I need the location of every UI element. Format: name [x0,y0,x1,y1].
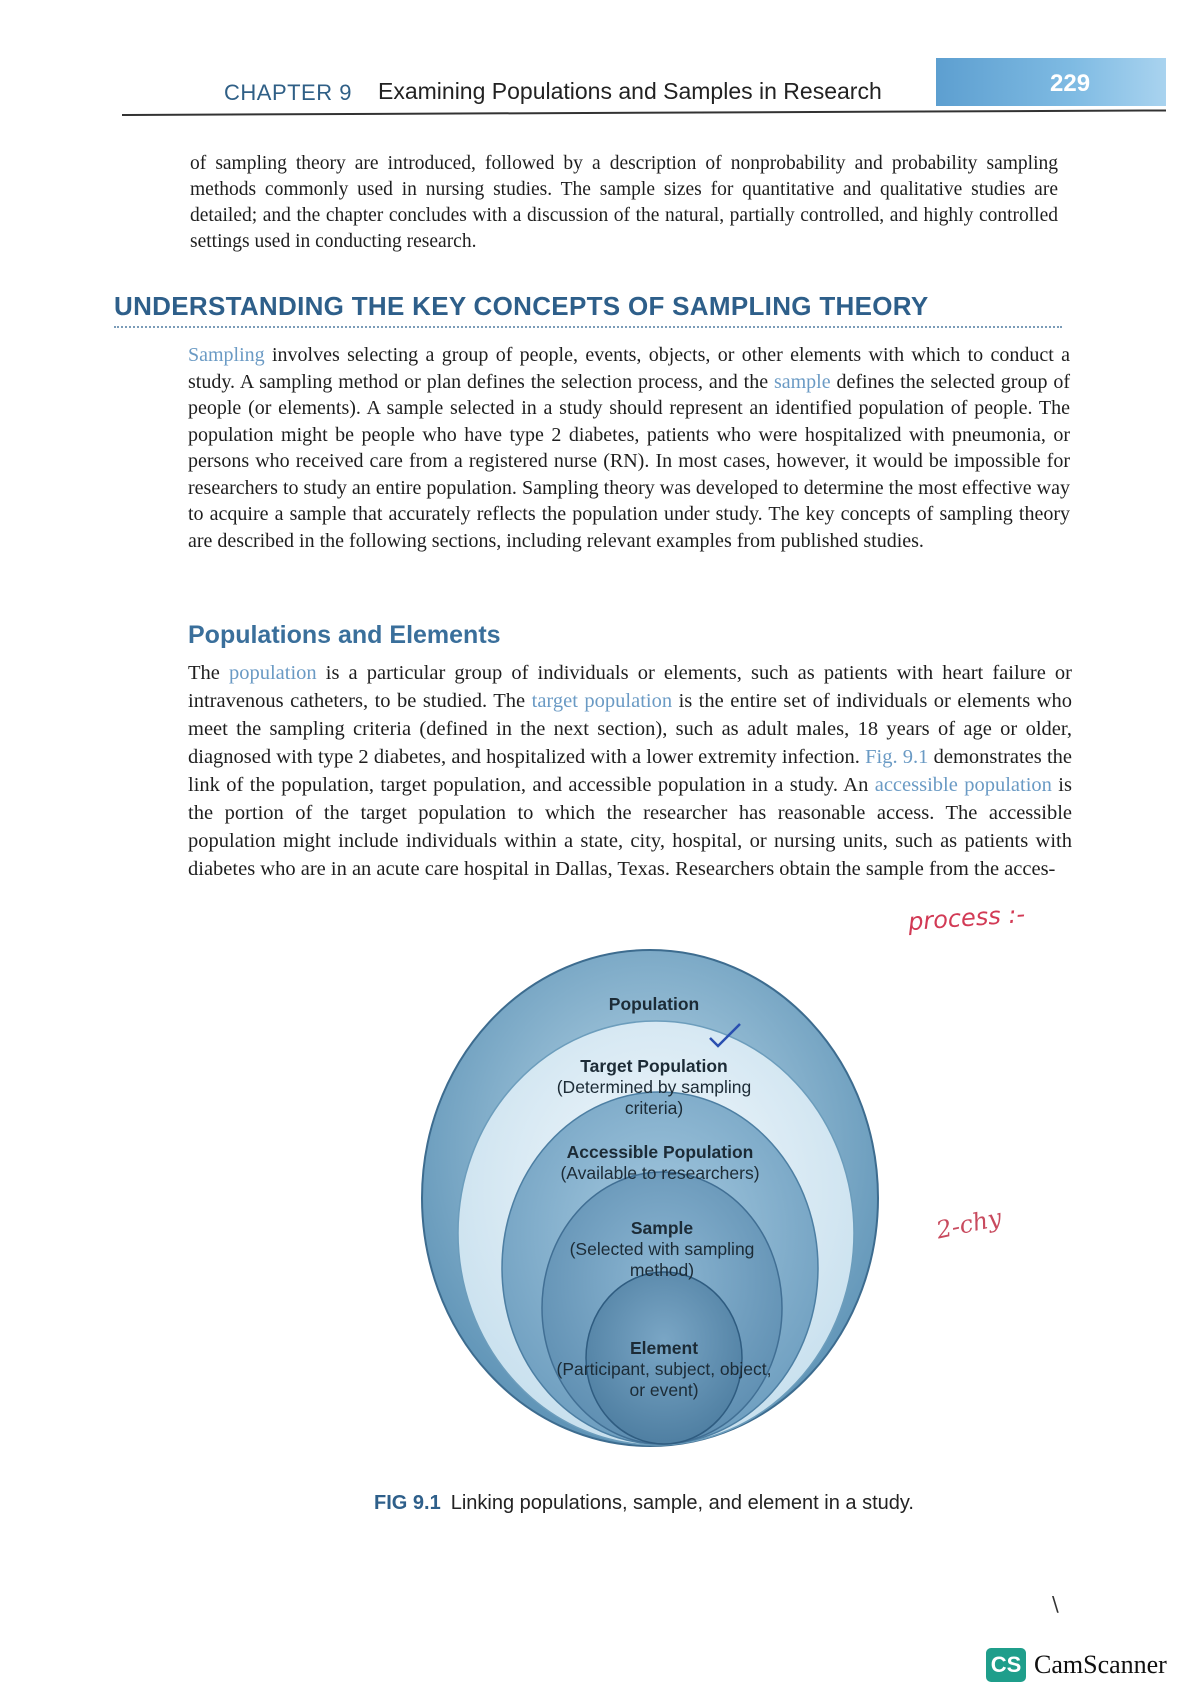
label-sample: Sample (Selected with sampling method) [569,1218,755,1280]
section-rule [114,326,1062,328]
figure-caption-text: Linking populations, sample, and element in a study. [450,1492,914,1514]
label-accessible-population: Accessible Population (Available to researchers) [560,1142,760,1183]
section-heading: UNDERSTANDING THE KEY CONCEPTS OF SAMPLING THEORY [114,291,929,321]
camscanner-logo-icon: CS [986,1648,1026,1682]
page-number: 229 [1050,70,1091,97]
subsection-heading: Populations and Elements [188,621,501,649]
populations-paragraph: The population is a particular group of individuals or elements, such as patients with heart failure or intravenous catheters, to be studied. The target population is the entire set of individuals or elements who meet the sampling criteria (defined in the next section), such as adult males, 18 years of age or older, diagnosed with type 2 diabetes, and hospitalized with a lower extremity infection. Fig. 9.1 demonstrates the link of the population, target population, and accessible population in a study. An accessible population is the portion of the target population to which the researcher has reasonable access. The accessible population might include individuals within a state, city, hospital, or nursing units, such as patients with diabetes who are in an acute care hospital in Dallas, Texas. Researchers obtain the sample from the acces- [188,662,1072,880]
chapter-title: Examining Populations and Samples in Research [378,78,882,104]
header-rule [122,109,1166,116]
term-sample: sample [773,370,831,393]
label-target-population: Target Population (Determined by sampling criteria) [556,1056,752,1118]
sampling-paragraph: Sampling involves selecting a group of people, events, objects, or other elements with which to conduct a study. A sampling method or plan defines the selection process, and the sample defines the selected group of people (or elements). A sample selected in a study should represent an identified population of people. The population might be people who have type 2 diabetes, patients who were hospitalized with pneumonia, or persons who received care from a registered nurse (RN). In most cases, however, it would be impossible for researchers to study an entire population. Sampling theory was developed to determine the most effective way to acquire a sample that accurately reflects the population under study. The key concepts of sampling theory are described in the following sections, including relevant examples from published studies. [188,344,1070,552]
handwritten-margin-scribble: 2-chy [933,1203,1005,1245]
figure-reference-link[interactable]: Fig. 9.1 [865,746,929,768]
term-sampling: Sampling [188,344,265,366]
intro-paragraph: of sampling theory are introduced, followed by a description of nonprobability and probability sampling methods commonly used in nursing studies. The sample sizes for quantitative and qualitative studies are detailed; and the chapter concludes with a discussion of the natural, partially controlled, and highly controlled settings used in conducting research. [190,153,1058,252]
stray-mark: \ [1052,1592,1059,1616]
page-header [0,0,1200,125]
term-target-population: target population [531,690,673,712]
figure-caption [374,1492,914,1515]
camscanner-name: CamScanner [1034,1650,1167,1679]
term-accessible-population: accessible population [874,774,1052,796]
population-diagram [410,928,910,1488]
label-element: Element (Participant, subject, object, or event) [556,1338,772,1400]
chapter-label: CHAPTER 9 [224,80,352,105]
term-sampling-method: sampling method [259,370,399,393]
figure-number: FIG 9.1 [374,1492,441,1514]
label-population: Population [608,994,700,1014]
handwritten-process-note: process :- [907,899,1026,937]
term-population: population [228,662,317,684]
